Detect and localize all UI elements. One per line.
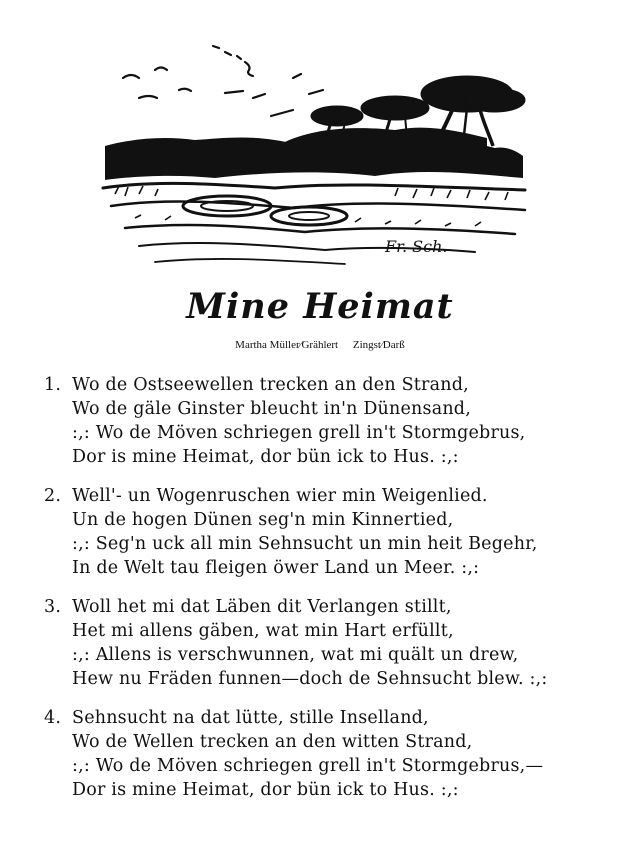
stanza-1 (44, 373, 614, 469)
poem-credits (0, 339, 640, 351)
stanza-number: 4. (44, 708, 62, 728)
stanza-line: 4. Sehnsucht na dat lütte, stille Inselland, (44, 708, 429, 728)
artist-signature: Fr. Sch. (385, 237, 448, 256)
stanza-number: 1. (44, 375, 62, 395)
stanza-line: Un de hogen Dünen seg'n min Kinnertied, (72, 510, 454, 530)
place-name: Zingst⁄Darß (352, 339, 405, 351)
poem-title: Mine Heimat (186, 286, 454, 327)
stanza-line: Wo de gäle Ginster bleucht in'n Dünensand, (72, 399, 471, 419)
stanza-3 (44, 595, 614, 691)
stanza-number: 2. (44, 486, 62, 506)
stanza-line: 3. Woll het mi dat Läben dit Verlangen stillt, (44, 597, 452, 617)
dune-hill (105, 128, 523, 180)
sky-birds (123, 46, 323, 116)
stanza-4 (44, 706, 614, 802)
stanza-line: Wo de Wellen trecken an den witten Strand, (72, 732, 473, 752)
stanza-line: Hew nu Fräden funnen—doch de Sehnsucht blew. :,: (72, 669, 548, 689)
stanza-number: 3. (44, 597, 62, 617)
dune-landscape-illustration (95, 38, 545, 273)
sand-ridges (103, 183, 525, 264)
stanza-2 (44, 484, 614, 580)
stanza-line: Dor is mine Heimat, dor bün ick to Hus. :,: (72, 447, 459, 467)
stanza-line: :,: Allens is verschwunnen, wat mi quält un drew, (72, 645, 519, 665)
stanza-line: :,: Wo de Möven schriegen grell in't Stormgebrus, (72, 423, 526, 443)
author-name: Martha Müller⁄Grählert (235, 339, 339, 351)
stanza-line: :,: Seg'n uck all min Sehnsucht un min heit Begehr, (72, 534, 538, 554)
stanza-line: Het mi allens gäben, wat min Hart erfüllt, (72, 621, 454, 641)
stanza-line: :,: Wo de Möven schriegen grell in't Stormgebrus,— (72, 756, 544, 776)
stanza-line: Dor is mine Heimat, dor bün ick to Hus. :,: (72, 780, 459, 800)
stanza-line: 2. Well'- un Wogenruschen wier min Weigenlied. (44, 486, 488, 506)
stanza-line: 1. Wo de Ostseewellen trecken an den Strand, (44, 375, 469, 395)
stanza-line: In de Welt tau fleigen öwer Land un Meer. :,: (72, 558, 480, 578)
